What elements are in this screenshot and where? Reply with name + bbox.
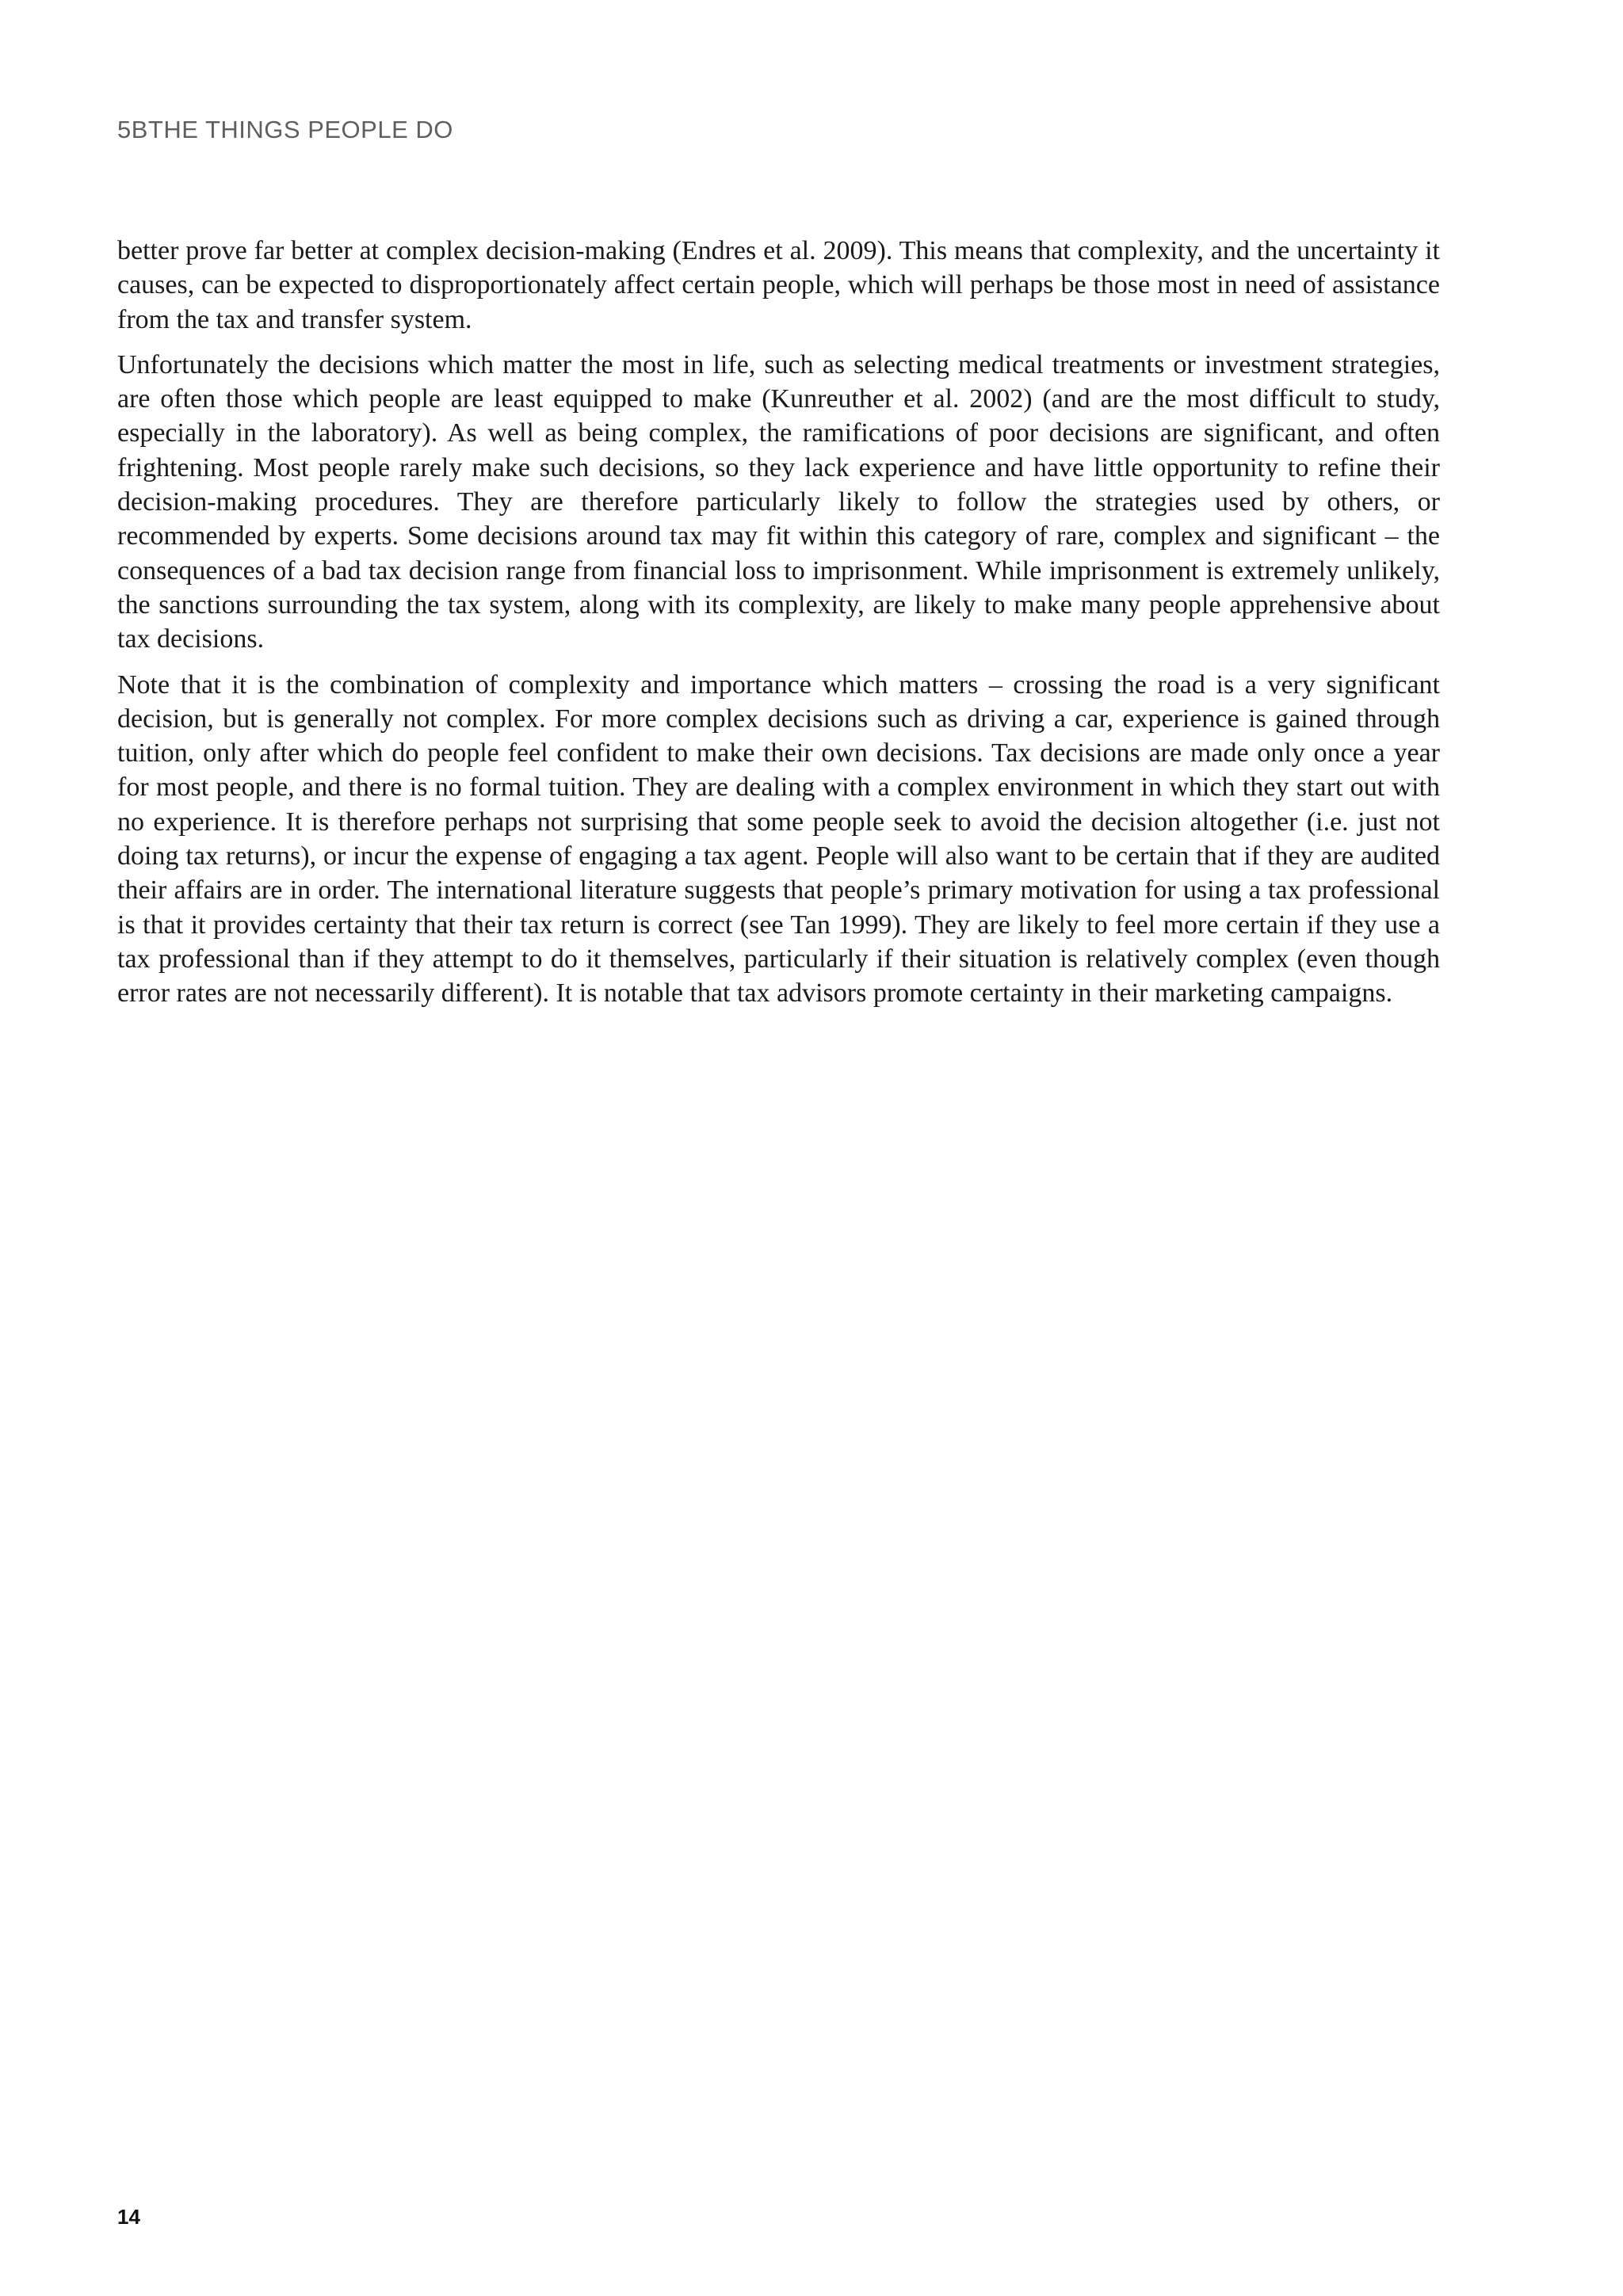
body-text xyxy=(117,234,1440,1022)
running-header: 5BTHE THINGS PEOPLE DO xyxy=(117,116,453,143)
paragraph-3: Note that it is the combination of complexity and importance which matters – crossing the road is a very significant decision, but is generally not complex. For more complex decisions such as driving a car, experience is gained through tuition, only after which do people feel confident to make their own decisions. Tax decisions are made only once a year for most people, and there is no formal tuition. They are dealing with a complex environment in which they start out with no experience. It is therefore perhaps not surprising that some people seek to avoid the decision altogether (i.e. just not doing tax returns), or incur the expense of engaging a tax agent. People will also want to be certain that if they are audited their affairs are in order. The international literature suggests that people’s primary motivation for using a tax professional is that it provides certainty that their tax return is correct (see Tan 1999). They are likely to feel more certain if they use a tax professional than if they attempt to do it themselves, particularly if their situation is relatively complex (even though error rates are not necessarily different). It is notable that tax advisors promote certainty in their marketing campaigns. xyxy=(117,669,1440,1009)
paragraph-2: Unfortunately the decisions which matter the most in life, such as selecting medical treatments or investment strategies, are often those which people are least equipped to make (Kunreuther et al. 2002) (and are the most difficult to study, especially in the laboratory). As well as being complex, the ramifications of poor decisions are significant, and often frightening. Most people rarely make such decisions, so they lack experience and have little opportunity to refine their decision-making procedures. They are therefore particularly likely to follow the strategies used by others, or recommended by experts. Some decisions around tax may fit within this category of rare, complex and significant – the consequences of a bad tax decision range from financial loss to imprisonment. While imprisonment is extremely unlikely, the sanctions surrounding the tax system, along with its complexity, are likely to make many people apprehensive about tax decisions. xyxy=(117,349,1440,654)
page-number: 14 xyxy=(117,2205,140,2229)
paragraph-1: better prove far better at complex decision-making (Endres et al. 2009). This means that complexity, and the uncertainty it causes, can be expected to disproportionately affect certain people, which will perhaps be those most in need of assistance from the tax and transfer system. xyxy=(117,236,1440,334)
